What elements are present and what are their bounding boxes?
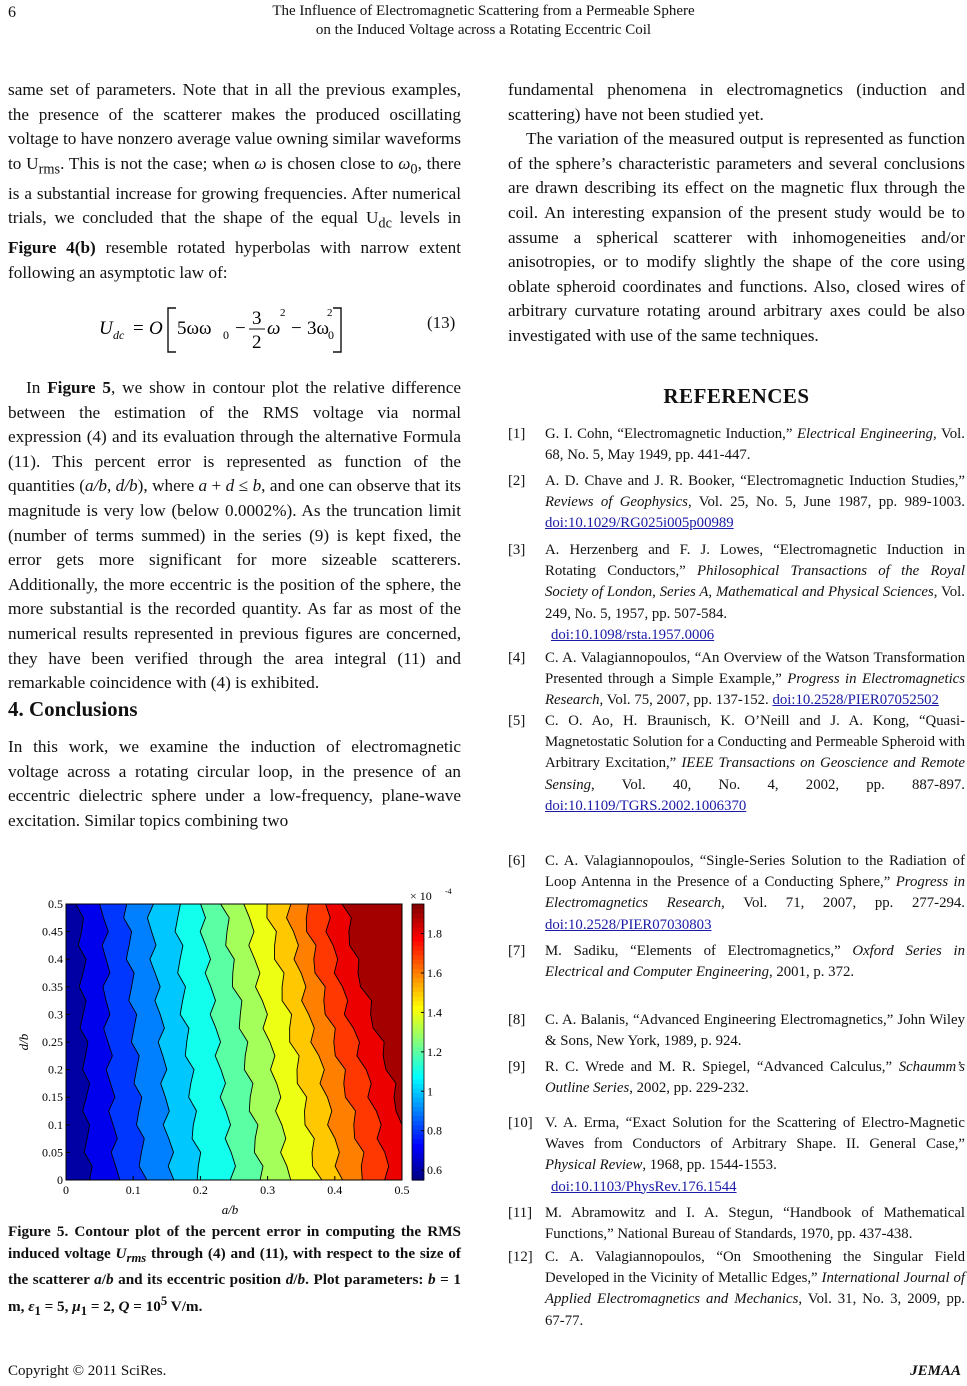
colorbar-segment <box>412 1106 424 1111</box>
reference-item <box>508 711 965 817</box>
colorbar-segment <box>412 1093 424 1098</box>
eq-sq2: 2 <box>327 307 333 319</box>
reference-item <box>508 471 965 535</box>
reference-item <box>508 540 965 646</box>
colorbar-segment <box>412 1125 424 1130</box>
footer-journal: JEMAA <box>910 1363 961 1379</box>
colorbar-segment <box>412 982 424 987</box>
references-heading: REFERENCES <box>663 384 810 408</box>
reference-number: [7] <box>508 943 526 959</box>
eq-right-bracket <box>333 308 341 352</box>
colorbar-segment <box>412 1097 424 1102</box>
y-tick-label: 0.1 <box>48 1117 63 1132</box>
colorbar-segment <box>412 1111 424 1116</box>
equation-number: (13) <box>427 313 456 332</box>
colorbar-segment <box>412 1148 424 1153</box>
colorbar-multiplier: × 10 <box>410 889 432 903</box>
eq-frac-den: 2 <box>252 332 262 353</box>
colorbar-tick-label: 1.6 <box>427 966 442 980</box>
eq-minus2: − <box>291 318 302 339</box>
reference-text: C. A. Valagiannopoulos, “An Overview of the Watson Transformation Presented through a Simple Example,” Progress in Electromagnetics Research, Vol. 75, 2007, pp. 137-152. doi:10.2528/PIER07052502 <box>545 650 966 709</box>
eq-term1: 5ωω <box>177 318 212 339</box>
y-tick-label: 0.25 <box>42 1035 63 1049</box>
colorbar-segment <box>412 1070 424 1075</box>
colorbar-segment <box>412 1079 424 1084</box>
reference-text: C. A. Valagiannopoulos, “On Smoothening the Singular Field Developed in the Vicinity of Metallic Edges,” International Journal of Applied Electromagnetics and Mechanics, Vol. 31, No. 3, 2009, pp. 67-77. <box>545 1249 965 1329</box>
eq-omega: ω <box>267 318 281 339</box>
reference-text: M. Sadiku, “Elements of Electromagnetics,” Oxford Series in Electrical and Computer Engineering, 2001, p. 372. <box>545 943 965 981</box>
section-heading-conclusions: 4. Conclusions <box>8 697 138 721</box>
page-number: 6 <box>8 4 16 21</box>
reference-item <box>508 424 965 466</box>
colorbar-segment <box>412 1083 424 1088</box>
eq-equals: = <box>133 318 144 339</box>
colorbar-segment <box>412 1129 424 1134</box>
reference-text: M. Abramowitz and I. A. Stegun, “Handbook of Mathematical Functions,” National Bureau of Standards, 1970, pp. 437-438. <box>545 1205 965 1243</box>
colorbar-segment <box>412 973 424 978</box>
colorbar-segment <box>412 945 424 950</box>
reference-number: [10] <box>508 1115 533 1131</box>
reference-number: [6] <box>508 853 526 869</box>
colorbar-segment <box>412 1139 424 1144</box>
doi-link[interactable]: doi:10.2528/PIER07052502 <box>772 692 939 709</box>
right-col-top <box>508 78 965 349</box>
colorbar-segment <box>412 978 424 983</box>
colorbar-segment <box>412 996 424 1001</box>
reference-number: [3] <box>508 542 526 558</box>
y-axis-label: d/b <box>16 1033 31 1051</box>
colorbar-segment <box>412 1024 424 1029</box>
colorbar-tick-label: 1.2 <box>427 1044 442 1059</box>
colorbar-segment <box>412 904 424 909</box>
y-tick-label: 0.3 <box>48 1007 63 1022</box>
left-col-mid <box>8 376 461 696</box>
y-tick-label: 0.15 <box>42 1090 63 1105</box>
reference-number: [9] <box>508 1059 526 1075</box>
eq-term1-sub: 0 <box>223 328 229 342</box>
colorbar-segment <box>412 1162 424 1167</box>
colorbar-segment <box>412 1047 424 1052</box>
reference-number: [8] <box>508 1012 526 1028</box>
colorbar-segment <box>412 1120 424 1125</box>
y-tick-label: 0.45 <box>42 924 63 939</box>
contour-chart <box>8 884 463 1214</box>
reference-text: C. A. Balanis, “Advanced Engineering Electromagnetics,” John Wiley & Sons, New York, 1989, p. 924. <box>545 1012 965 1050</box>
colorbar-segment <box>412 1134 424 1139</box>
colorbar-segment <box>412 932 424 937</box>
y-tick-label: 0 <box>57 1173 63 1187</box>
reference-item <box>508 1057 965 1099</box>
reference-text: R. C. Wrede and M. R. Spiegel, “Advanced Calculus,” Schaumm’s Outline Series, 2002, pp. 229-232. <box>545 1059 965 1097</box>
y-tick-label: 0.35 <box>42 979 63 994</box>
colorbar-segment <box>412 991 424 996</box>
eq-minus1: − <box>235 318 246 339</box>
colorbar-tick-label: 1.4 <box>427 1005 442 1020</box>
colorbar-segment <box>412 918 424 923</box>
running-title-line2: on the Induced Voltage across a Rotating Eccentric Coil <box>315 22 652 38</box>
reference-text: A. Herzenberg and F. J. Lowes, “Electromagnetic Induction in Rotating Conductors,” Philosophical Transactions of the Royal Society of London, Series A, Mathematical and Physical Sciences, Vol. 249, No. 5, 1957, pp. 507-584. doi:10.1098/rsta.1957.0006 <box>545 540 965 646</box>
colorbar-segment <box>412 1014 424 1019</box>
colorbar-tick-label: 1 <box>427 1084 433 1099</box>
footer-copyright: Copyright © 2011 SciRes. <box>8 1363 167 1379</box>
colorbar-segment <box>412 1060 424 1065</box>
y-tick-label: 0.5 <box>48 897 63 911</box>
reference-item <box>508 1010 965 1052</box>
colorbar-segment <box>412 1001 424 1006</box>
reference-number: [11] <box>508 1205 533 1221</box>
x-tick-label: 0.1 <box>125 1183 141 1197</box>
paragraph: In this work, we examine the induction of electromagnetic voltage across a rotating circular loop, in the presence of an eccentric dielectric sphere under a low-frequency, plane-wave excitation. Similar topics combining two <box>8 737 461 830</box>
reference-item <box>508 851 965 936</box>
eq-sq1: 2 <box>280 307 286 319</box>
left-col-top <box>8 78 461 286</box>
doi-link[interactable]: doi:10.1098/rsta.1957.0006 <box>551 626 715 643</box>
colorbar-segment <box>412 1157 424 1162</box>
x-tick-label: 0.4 <box>327 1183 343 1197</box>
colorbar-segment <box>412 922 424 927</box>
colorbar-segment <box>412 955 424 960</box>
reference-number: [4] <box>508 650 526 666</box>
colorbar-segment <box>412 1116 424 1121</box>
colorbar-segment <box>412 1019 424 1024</box>
colorbar-segment <box>412 909 424 914</box>
colorbar <box>410 887 452 1181</box>
reference-item <box>508 1113 965 1198</box>
eq-term3-sub: 0 <box>328 328 334 342</box>
eq-term3: 3ω <box>307 318 330 339</box>
colorbar-segment <box>412 1042 424 1047</box>
doi-link[interactable]: doi:10.1103/PhysRev.176.1544 <box>551 1178 737 1195</box>
y-tick-label: 0.05 <box>42 1145 63 1160</box>
colorbar-multiplier-exponent: -4 <box>445 887 452 896</box>
x-axis-label: a/b <box>221 1202 239 1214</box>
plot-area <box>66 904 402 1180</box>
eq-left-bracket <box>168 308 176 352</box>
paragraph: The variation of the measured output is represented as function of the sphere’s characteristic parameters and several conclusions are drawn describing its effect on the magnetic flux through the coil. An interesting expansion of the present study would be to assume a spherical scatterer with inhomogeneities and/or anisotropies, or to modify slightly the shape of the core using oblate spheroid coordinates and functions. Also, closed wires of arbitrary curvature rotating around arbitrary axes could be also investigated with use of the same techniques. <box>508 129 965 345</box>
reference-number: [1] <box>508 426 526 442</box>
colorbar-segment <box>412 987 424 992</box>
colorbar-segment <box>412 1065 424 1070</box>
y-tick-label: 0.2 <box>48 1062 63 1077</box>
colorbar-segment <box>412 959 424 964</box>
colorbar-segment <box>412 1171 424 1176</box>
colorbar-segment <box>412 1074 424 1079</box>
colorbar-segment <box>412 927 424 932</box>
reference-item <box>508 941 965 983</box>
colorbar-segment <box>412 1033 424 1038</box>
x-tick-label: 0.2 <box>192 1183 208 1197</box>
x-tick-label: 0.5 <box>394 1183 410 1197</box>
paragraph: In Figure 5, we show in contour plot the relative difference between the estimation of the RMS voltage via normal expression (4) and its evaluation through the alternative Formula (11). This percent error is represented as function of the quantities (a/b, d/b), where a + d ≤ b, and one can observe that its magnitude is very low (below 0.0002%). As the truncation limit (number of terms summed) in the series (9) is kept fixed, the error gets more significant for more sizeable scatterers. Additionally, the more eccentric is the position of the sphere, the more substantial is the recorded quantity. As far as most of the numerical results represented in previous figures are concerned, they have been verified through the area integral (11) and remarkable coincidence with (4) is exhibited. <box>8 378 461 693</box>
colorbar-tick-label: 1.8 <box>427 926 442 941</box>
reference-text: C. O. Ao, H. Braunisch, K. O’Neill and J. A. Kong, “Quasi-Magnetostatic Solution for a Conducting and Permeable Spheroid with Arbitrary Excitation,” IEEE Transactions on Geoscience and Remote Sensing, Vol. 40, No. 4, 2002, pp. 887-897. doi:10.1109/TGRS.2002.1006370 <box>545 713 965 814</box>
paragraph: fundamental phenomena in electromagnetics (induction and scattering) have not been studied yet. <box>508 80 965 124</box>
colorbar-segment <box>412 1005 424 1010</box>
reference-text: C. A. Valagiannopoulos, “Single-Series Solution to the Radiation of Loop Antenna in the Presence of a Conducting Sphere,” Progress in Electromagnetics Research, Vol. 71, 2007, pp. 277-294. doi:10.2528/PIER07030803 <box>545 853 965 933</box>
x-tick-label: 0.3 <box>260 1183 276 1197</box>
colorbar-segment <box>412 964 424 969</box>
paragraph: same set of parameters. Note that in all the previous examples, the presence of the scatterer makes the produced oscillating voltage to have nonzero average value owning similar waveforms to $U_{rms}$. This is not the case; when ω is chosen close to $\omega_0$, there is a substantial increase for growing frequencies. After numerical trials, we concluded that the shape of the equal $U_{dc}$ levels in Figure 4(b) resemble rotated hyperbolas with narrow extent following an asymptotic law of: <box>8 80 462 283</box>
eq-lhs: U <box>99 318 113 339</box>
reference-number: [5] <box>508 713 526 729</box>
reference-text: A. D. Chave and J. R. Booker, “Electromagnetic Induction Studies,” Reviews of Geophysics, Vol. 25, No. 5, June 1987, pp. 989-1003. doi:10.1029/RG025i005p00989 <box>545 473 965 532</box>
equation-13 <box>95 300 465 370</box>
colorbar-segment <box>412 1037 424 1042</box>
doi-link[interactable]: doi:10.2528/PIER07030803 <box>545 916 712 933</box>
colorbar-segment <box>412 1056 424 1061</box>
left-col-bottom <box>8 735 461 833</box>
colorbar-segment <box>412 1028 424 1033</box>
colorbar-segment <box>412 941 424 946</box>
running-title-line1: The Influence of Electromagnetic Scattering from a Permeable Sphere <box>272 3 695 19</box>
eq-frac-num: 3 <box>252 308 262 329</box>
colorbar-segment <box>412 1143 424 1148</box>
reference-number: [2] <box>508 473 526 489</box>
reference-item <box>508 1247 965 1332</box>
reference-text: G. I. Cohn, “Electromagnetic Induction,” Electrical Engineering, Vol. 68, No. 5, May 1949, pp. 441-447. <box>545 426 965 464</box>
colorbar-segment <box>412 950 424 955</box>
reference-item <box>508 1203 965 1245</box>
colorbar-segment <box>412 1088 424 1093</box>
eq-order: O <box>149 318 163 339</box>
figure-caption: Figure 5. Contour plot of the percent error in computing the RMS induced voltage $U_{rms}$ through (4) and (11), with respect to the size of the scatterer a/b and its eccentric position d/b. Plot parameters: b = 1 m, $\varepsilon_1 = 5$, $\mu_1 = 2$, $Q = 10^5$ V/m. <box>8 1223 461 1318</box>
reference-text: V. A. Erma, “Exact Solution for the Scattering of Electro-Magnetic Waves from Conductors of Arbitrary Shape. II. General Case,” Physical Review, 1968, pp. 1544-1553. doi:10.1103/PhysRev.176.1544 <box>545 1113 965 1198</box>
colorbar-segment <box>412 1152 424 1157</box>
reference-number: [12] <box>508 1249 533 1265</box>
colorbar-tick-label: 0.8 <box>427 1123 442 1138</box>
running-title <box>120 2 847 40</box>
doi-link[interactable]: doi:10.1029/RG025i005p00989 <box>545 515 734 532</box>
doi-link[interactable]: doi:10.1109/TGRS.2002.1006370 <box>545 797 747 814</box>
colorbar-segment <box>412 913 424 918</box>
colorbar-segment <box>412 936 424 941</box>
colorbar-segment <box>412 1102 424 1107</box>
reference-item <box>508 648 965 712</box>
colorbar-tick-label: 0.6 <box>427 1163 442 1178</box>
eq-lhs-sub: dc <box>113 328 125 342</box>
y-tick-label: 0.4 <box>48 952 63 967</box>
x-tick-label: 0 <box>63 1183 69 1197</box>
